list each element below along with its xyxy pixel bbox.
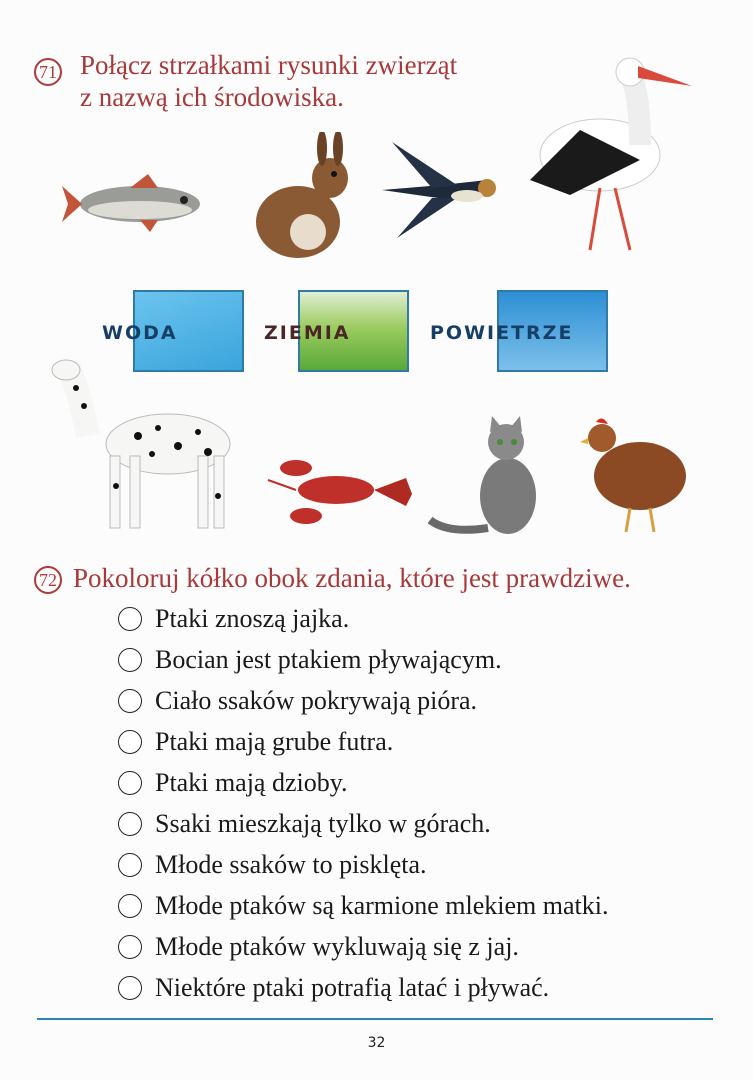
dalmatian-dog-image[interactable] — [48, 356, 248, 536]
statement-row — [118, 686, 477, 716]
statement-row — [118, 891, 608, 921]
answer-circle-checkbox[interactable] — [118, 607, 142, 631]
statement-text: Ciało ssaków pokrywają pióra. — [155, 686, 478, 715]
statement-row — [118, 850, 427, 880]
statement-text: Ptaki mają grube futra. — [155, 727, 394, 756]
statement-row — [118, 645, 502, 675]
task-72-instruction: Pokoloruj kółko obok zdania, które jest prawdziwe. — [73, 563, 631, 593]
task-71-instruction-line1: Połącz strzałkami rysunki zwierząt — [80, 50, 458, 80]
statement-text: Ptaki mają dzioby. — [155, 768, 348, 797]
statement-text: Ptaki znoszą jajka. — [155, 604, 350, 633]
statement-row — [118, 604, 349, 634]
statement-text: Ssaki mieszkają tylko w górach. — [155, 809, 491, 838]
fish-image[interactable] — [60, 168, 210, 238]
swallow-image[interactable] — [372, 140, 502, 240]
answer-circle-checkbox[interactable] — [118, 771, 142, 795]
statement-row — [118, 727, 393, 757]
hen-image[interactable] — [580, 412, 692, 538]
answer-circle-checkbox[interactable] — [118, 853, 142, 877]
answer-circle-checkbox[interactable] — [118, 935, 142, 959]
stork-image[interactable] — [520, 50, 700, 260]
statement-row — [118, 768, 348, 798]
statement-text: Młode ptaków wykluwają się z jaj. — [155, 932, 519, 961]
answer-circle-checkbox[interactable] — [118, 976, 142, 1000]
crayfish-image[interactable] — [266, 450, 416, 534]
answer-circle-checkbox[interactable] — [118, 689, 142, 713]
statement-text: Młode ssaków to pisklęta. — [155, 850, 427, 879]
task-number-badge-71: 71 — [34, 58, 62, 86]
statement-text: Młode ptaków są karmione mlekiem matki. — [155, 891, 609, 920]
statement-row — [118, 973, 549, 1003]
answer-circle-checkbox[interactable] — [118, 894, 142, 918]
environment-label-air[interactable]: POWIETRZE — [430, 322, 574, 344]
statement-text: Bocian jest ptakiem pływającym. — [155, 645, 502, 674]
task-number-badge-72: 72 — [34, 566, 62, 594]
footer-divider — [37, 1018, 713, 1020]
task-71-instruction-line2: z nazwą ich środowiska. — [80, 82, 344, 112]
environment-label-water[interactable]: WODA — [102, 322, 178, 344]
environment-label-earth[interactable]: ZIEMIA — [264, 322, 351, 344]
cat-image[interactable] — [428, 416, 540, 536]
answer-circle-checkbox[interactable] — [118, 812, 142, 836]
statement-text: Niektóre ptaki potrafią latać i pływać. — [155, 973, 550, 1002]
answer-circle-checkbox[interactable] — [118, 648, 142, 672]
hare-image[interactable] — [248, 132, 358, 264]
page-number: 32 — [367, 1035, 386, 1051]
statement-row — [118, 809, 491, 839]
answer-circle-checkbox[interactable] — [118, 730, 142, 754]
statement-row — [118, 932, 519, 962]
